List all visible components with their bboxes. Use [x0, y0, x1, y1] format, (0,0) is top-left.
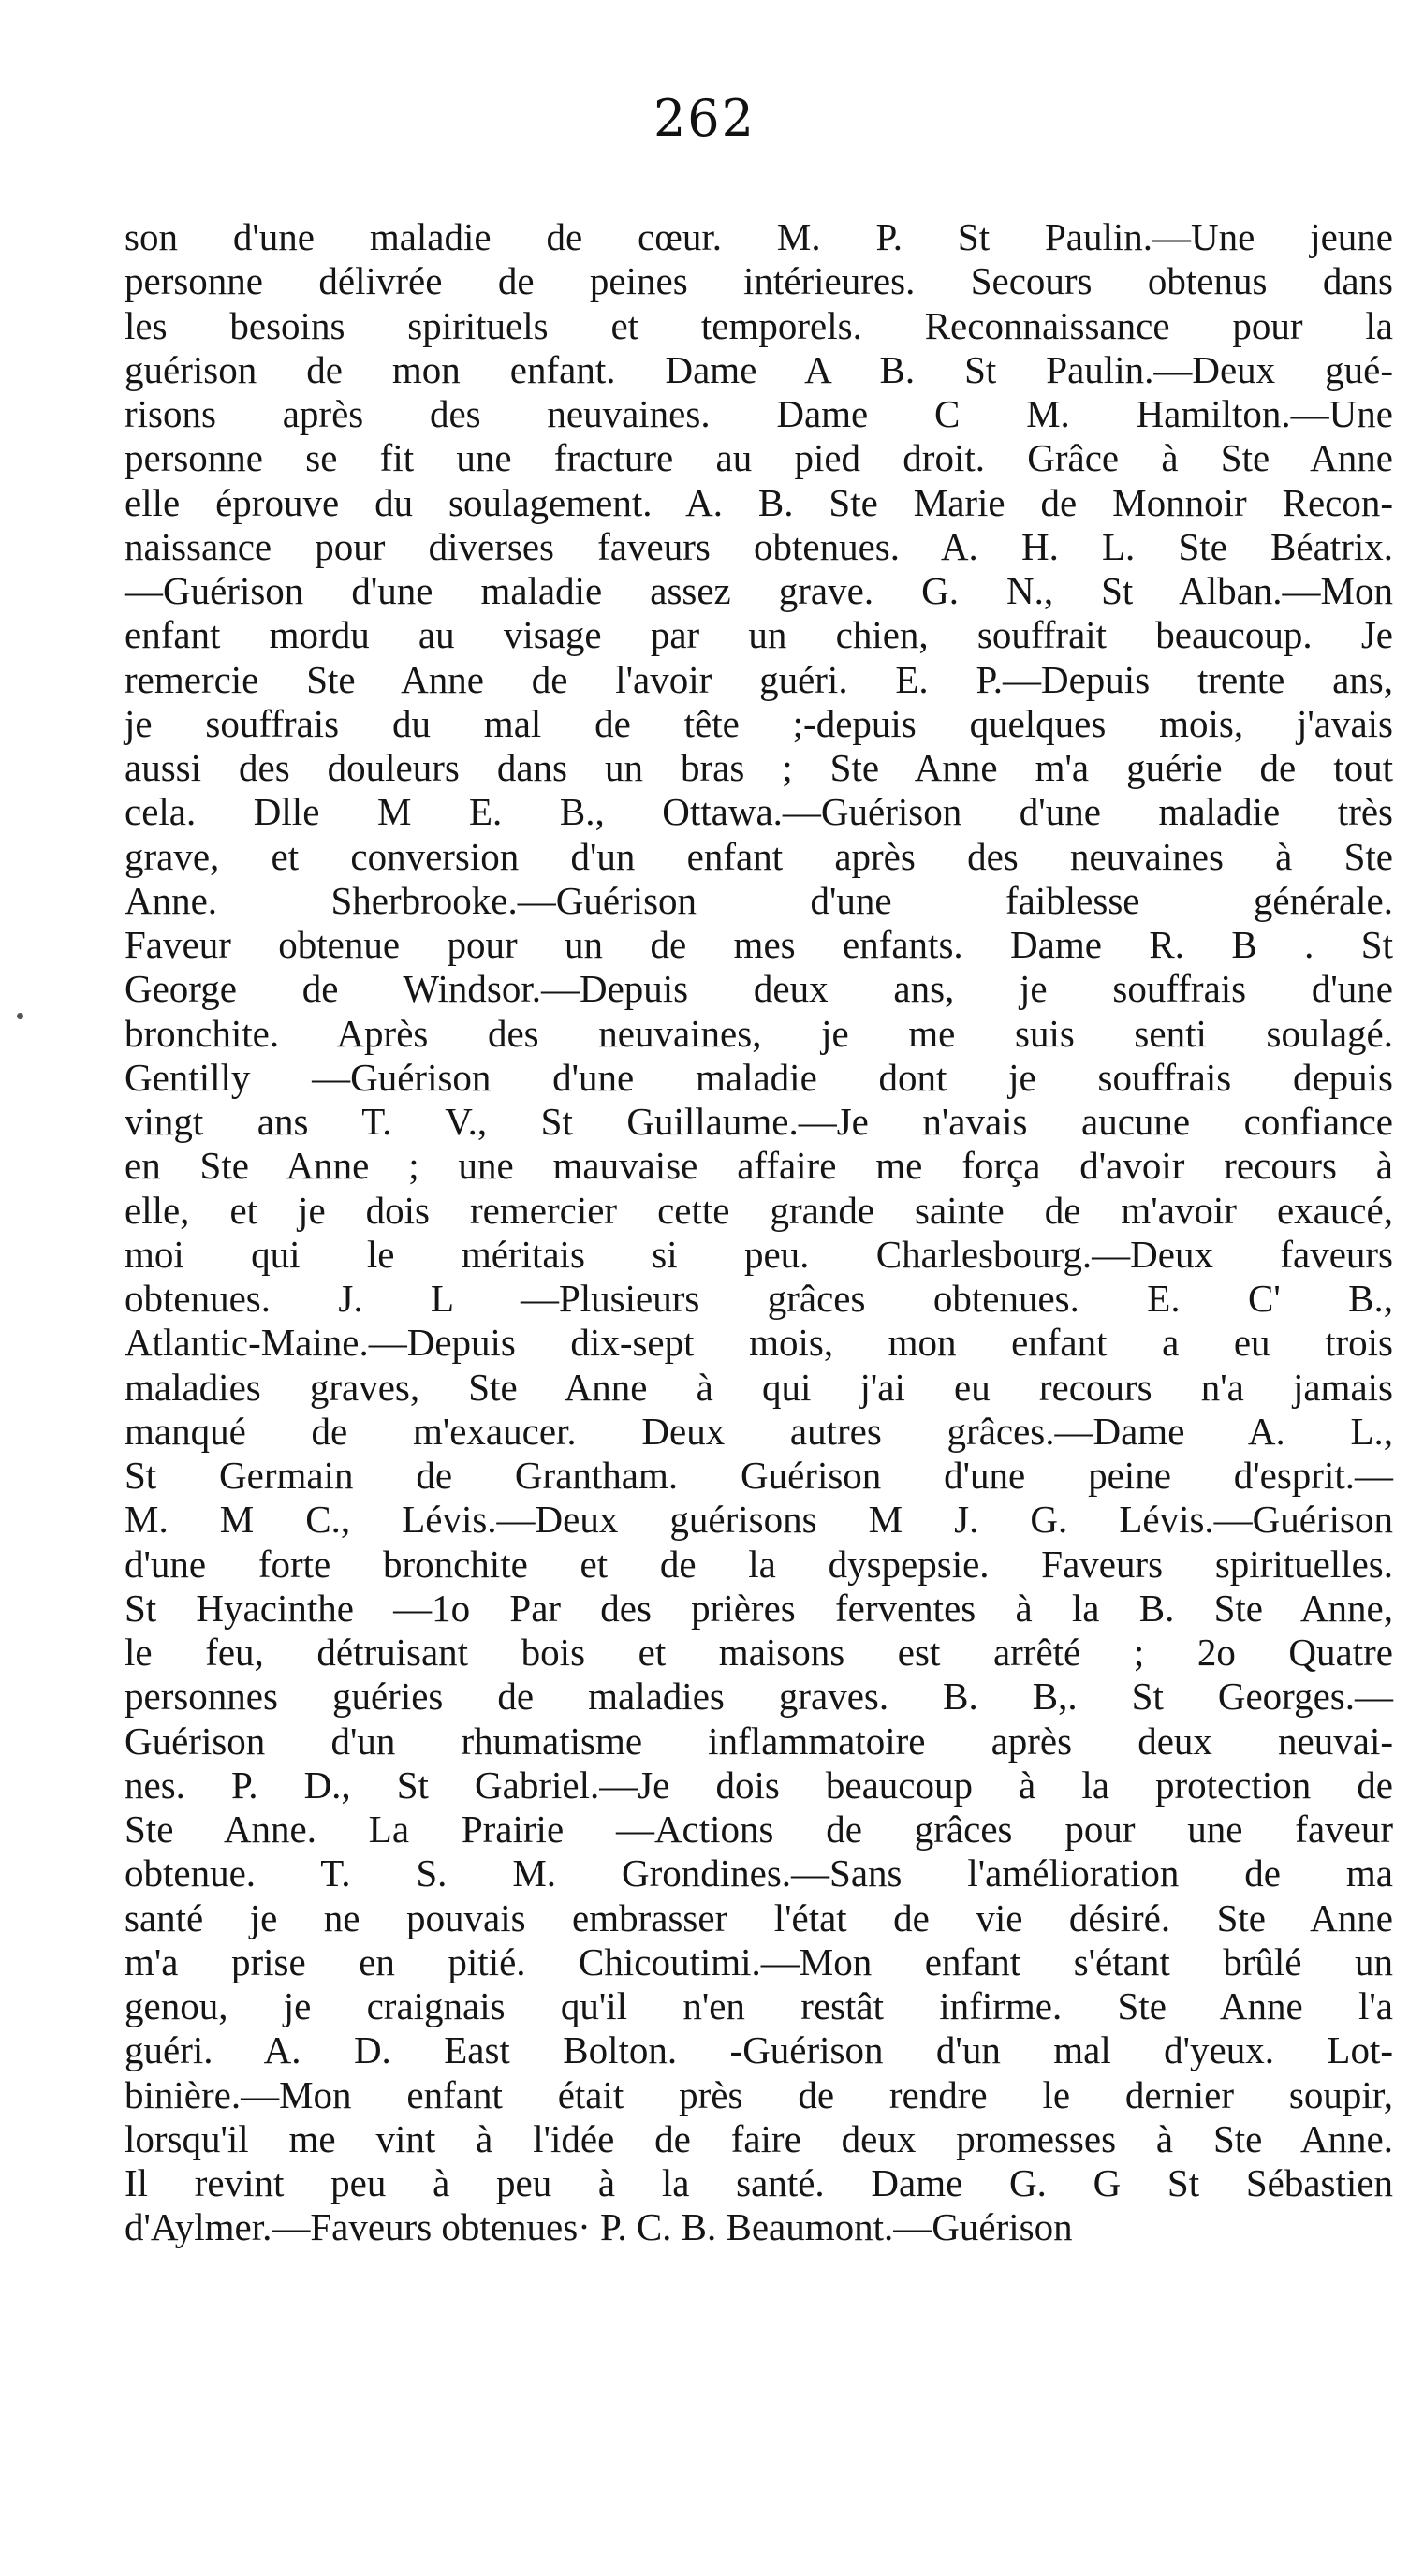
- text-line: St Germain de Grantham. Guérison d'une peine d'esprit.—: [125, 1454, 1393, 1497]
- text-line: George de Windsor.—Depuis deux ans, je souffrais d'une: [125, 967, 1393, 1011]
- text-line: Ste Anne. La Prairie —Actions de grâces pour une faveur: [125, 1808, 1393, 1851]
- text-line: Faveur obtenue pour un de mes enfants. Dame R. B . St: [125, 923, 1393, 966]
- text-line: d'une forte bronchite et de la dyspepsie. Faveurs spirituelles.: [125, 1542, 1393, 1586]
- text-line: elle éprouve du soulagement. A. B. Ste Marie de Monnoir Recon-: [125, 480, 1393, 524]
- text-line: binière.—Mon enfant était près de rendre le dernier soupir,: [125, 2072, 1393, 2116]
- text-line: Guérison d'un rhumatisme inflammatoire après deux neuvai-: [125, 1719, 1393, 1763]
- text-line: bronchite. Après des neuvaines, je me suis senti soulagé.: [125, 1011, 1393, 1055]
- text-line: enfant mordu au visage par un chien, souffrait beaucoup. Je: [125, 613, 1393, 657]
- text-line: personnes guéries de maladies graves. B. B,. St Georges.—: [125, 1675, 1393, 1719]
- text-line: en Ste Anne ; une mauvaise affaire me força d'avoir recours à: [125, 1144, 1393, 1188]
- text-line: —Guérison d'une maladie assez grave. G. N., St Alban.—Mon: [125, 569, 1393, 612]
- page-number: 262: [653, 89, 756, 148]
- text-line: grave, et conversion d'un enfant après des neuvaines à Ste: [125, 834, 1393, 878]
- text-line: M. M C., Lévis.—Deux guérisons M J. G. Lévis.—Guérison: [125, 1498, 1393, 1542]
- text-line: guéri. A. D. East Bolton. -Guérison d'un mal d'yeux. Lot-: [125, 2028, 1393, 2072]
- text-line: personne délivrée de peines intérieures. Secours obtenus dans: [125, 259, 1393, 303]
- text-line: aussi des douleurs dans un bras ; Ste Anne m'a guérie de tout: [125, 746, 1393, 789]
- text-line: d'Aylmer.—Faveurs obtenues· P. C. B. Beaumont.—Guérison: [125, 2205, 1073, 2249]
- text-line: Gentilly —Guérison d'une maladie dont je souffrais depuis: [125, 1055, 1393, 1099]
- text-line: guérison de mon enfant. Dame A B. St Paulin.—Deux gué-: [125, 347, 1393, 391]
- text-line: Atlantic-Maine.—Depuis dix-sept mois, mon enfant a eu trois: [125, 1321, 1393, 1365]
- text-line: vingt ans T. V., St Guillaume.—Je n'avais aucune confiance: [125, 1100, 1393, 1143]
- text-line: moi qui le méritais si peu. Charlesbourg.—Deux faveurs: [125, 1232, 1393, 1276]
- text-line: obtenue. T. S. M. Grondines.—Sans l'amélioration de ma: [125, 1852, 1393, 1895]
- text-line: lorsqu'il me vint à l'idée de faire deux promesses à Ste Anne.: [125, 2116, 1393, 2160]
- text-line: St Hyacinthe —1o Par des prières ferventes à la B. Ste Anne,: [125, 1586, 1393, 1630]
- text-line: manqué de m'exaucer. Deux autres grâces.—Dame A. L.,: [125, 1409, 1393, 1453]
- text-line: personne se fit une fracture au pied droit. Grâce à Ste Anne: [125, 436, 1393, 480]
- text-line: le feu, détruisant bois et maisons est arrêté ; 2o Quatre: [125, 1631, 1393, 1674]
- text-line: naissance pour diverses faveurs obtenues. A. H. L. Ste Béatrix.: [125, 524, 1393, 568]
- text-line: son d'une maladie de cœur. M. P. St Paulin.—Une jeune: [125, 215, 1393, 258]
- text-line: les besoins spirituels et temporels. Reconnaissance pour la: [125, 303, 1393, 347]
- text-line: risons après des neuvaines. Dame C M. Hamilton.—Une: [125, 392, 1393, 435]
- text-line: elle, et je dois remercier cette grande sainte de m'avoir exaucé,: [125, 1188, 1393, 1232]
- text-line: Il revint peu à peu à la santé. Dame G. G St Sébastien: [125, 2161, 1393, 2204]
- text-line: Anne. Sherbrooke.—Guérison d'une faiblesse générale.: [125, 878, 1393, 922]
- text-line: maladies graves, Ste Anne à qui j'ai eu recours n'a jamais: [125, 1365, 1393, 1409]
- text-line: cela. Dlle M E. B., Ottawa.—Guérison d'une maladie très: [125, 790, 1393, 834]
- margin-dot: [17, 1013, 23, 1019]
- text-line: santé je ne pouvais embrasser l'état de vie désiré. Ste Anne: [125, 1895, 1393, 1939]
- text-line: obtenues. J. L —Plusieurs grâces obtenues. E. C' B.,: [125, 1277, 1393, 1320]
- body-text: [125, 215, 1393, 2250]
- text-line: remercie Ste Anne de l'avoir guéri. E. P.—Depuis trente ans,: [125, 657, 1393, 701]
- text-line: genou, je craignais qu'il n'en restât infirme. Ste Anne l'a: [125, 1984, 1393, 2027]
- text-line: nes. P. D., St Gabriel.—Je dois beaucoup à la protection de: [125, 1763, 1393, 1807]
- text-line: m'a prise en pitié. Chicoutimi.—Mon enfant s'étant brûlé un: [125, 1939, 1393, 1983]
- text-line: je souffrais du mal de tête ;-depuis quelques mois, j'avais: [125, 701, 1393, 745]
